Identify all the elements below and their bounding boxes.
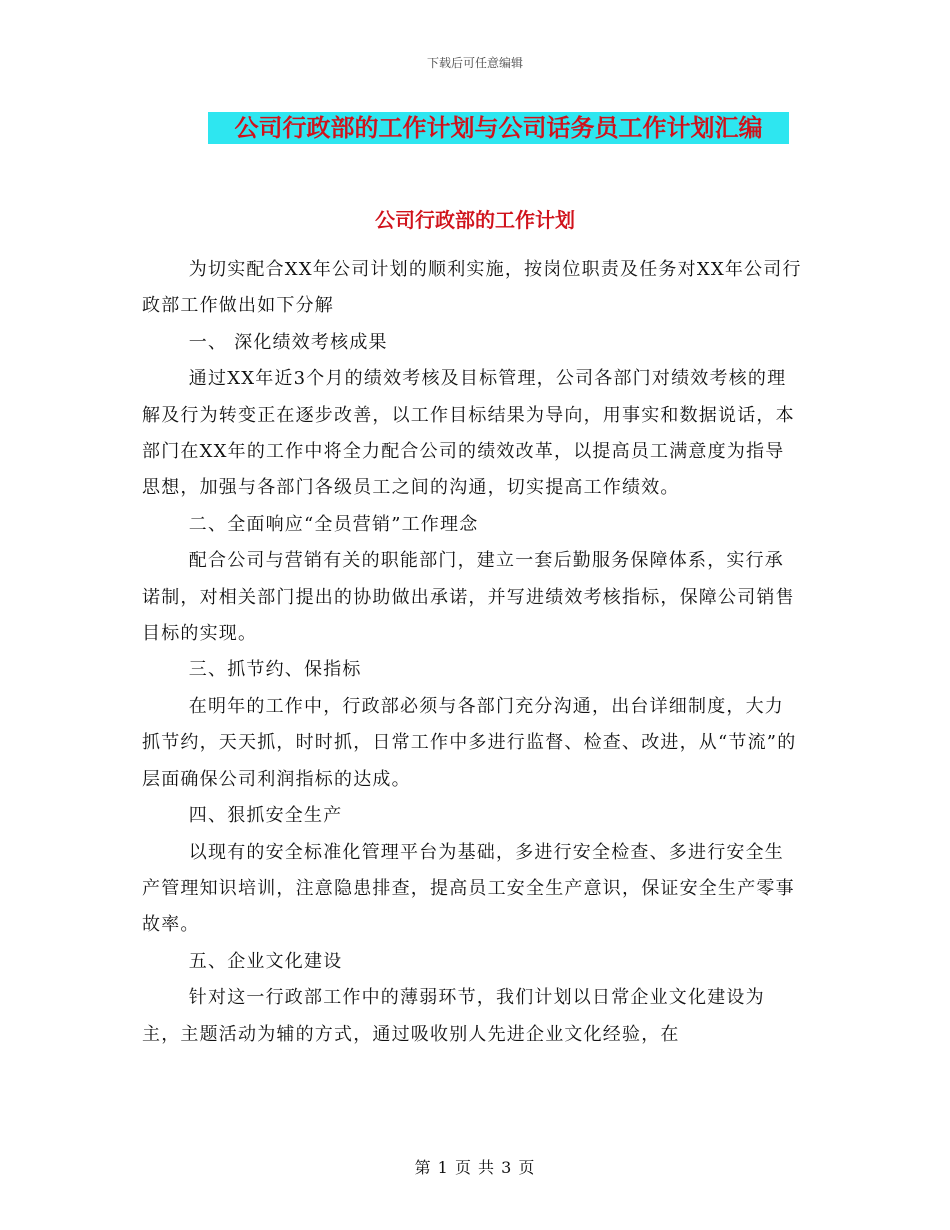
- paragraph-4: 以现有的安全标准化管理平台为基础，多进行安全检查、多进行安全生产管理知识培训，注意隐患排查，提高员工安全生产意识，保证安全生产零事故率。: [142, 841, 795, 936]
- page-footer: 第 1 页 共 3 页: [414, 1158, 536, 1177]
- section-title: 公司行政部的工作计划: [375, 208, 575, 232]
- page-header: 下载后可任意编辑: [426, 56, 523, 70]
- heading-2: 二、全面响应“全员营销”工作理念: [188, 513, 479, 535]
- paragraph-5: 针对这一行政部工作中的薄弱环节，我们计划以日常企业文化建设为主，主题活动为辅的方式，通过吸收别人先进企业文化经验，在: [142, 987, 765, 1045]
- heading-1: 一、 深化绩效考核成果: [188, 331, 388, 353]
- paragraph-2: 配合公司与营销有关的职能部门，建立一套后勤服务保障体系，实行承诺制，对相关部门提出的协助做出承诺，并写进绩效考核指标，保障公司销售目标的实现。: [142, 550, 795, 645]
- paragraph-3: 在明年的工作中，行政部必须与各部门充分沟通，出台详细制度，大力抓节约，天天抓，时时抓，日常工作中多进行监督、检查、改进，从“节流”的层面确保公司利润指标的达成。: [142, 695, 797, 790]
- heading-4: 四、狠抓安全生产: [188, 805, 343, 827]
- paragraph-intro: 为切实配合XX年公司计划的顺利实施，按岗位职责及任务对XX年公司行政部工作做出如下分解: [142, 259, 802, 317]
- heading-3: 三、抓节约、保指标: [188, 659, 362, 681]
- heading-5: 五、企业文化建设: [188, 950, 343, 972]
- paragraph-1: 通过XX年近3个月的绩效考核及目标管理，公司各部门对绩效考核的理解及行为转变正在逐步改善，以工作目标结果为导向，用事实和数据说话，本部门在XX年的工作中将全力配合公司的绩效改革，以提高员工满意度为指导思想，加强与各部门各级员工之间的沟通，切实提高工作绩效。: [142, 368, 795, 499]
- document-title: 公司行政部的工作计划与公司话务员工作计划汇编: [208, 112, 789, 144]
- body-text: [142, 252, 802, 1053]
